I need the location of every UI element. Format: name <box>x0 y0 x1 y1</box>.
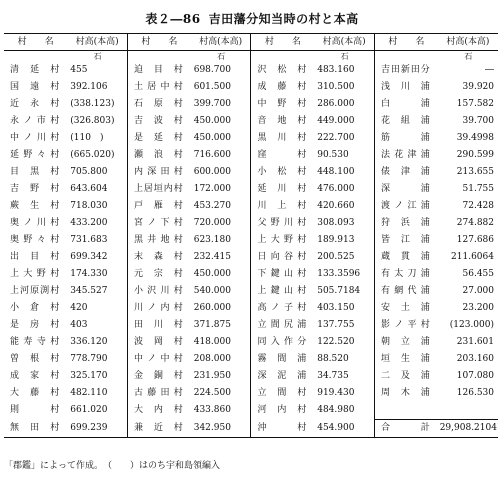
village-name: 元宗村 <box>127 266 190 283</box>
village-yield: 203.160 <box>456 354 494 364</box>
village-name: 窪村 <box>251 147 314 164</box>
village-name: 能寿寺村 <box>10 337 60 347</box>
village-yield: 418.000 <box>193 337 231 347</box>
village-name: 黒井地村 <box>127 232 190 249</box>
village-name: 川上村 <box>251 198 314 215</box>
village-yield: 174.330 <box>70 269 108 279</box>
village-yield: 449.000 <box>317 116 355 126</box>
village-yield: 454.900 <box>317 422 355 433</box>
village-yield: (665.020) <box>70 150 115 160</box>
village-yield: 39.4998 <box>456 133 494 143</box>
village-name: 石原村 <box>127 96 190 113</box>
header-name: 村 名 <box>251 34 314 51</box>
village-yield: 778.790 <box>70 354 108 364</box>
village-yield: 325.170 <box>70 371 108 381</box>
village-yield: 308.093 <box>317 218 355 228</box>
village-yield: 392.106 <box>70 82 108 92</box>
header-name: 村 名 <box>374 34 437 51</box>
village-name: 出目村 <box>10 252 60 262</box>
village-yield: 661.020 <box>70 405 108 416</box>
village-yield: 403.150 <box>317 303 355 313</box>
village-name: 同入作分 <box>251 334 314 351</box>
village-name: 二及浦 <box>374 368 437 385</box>
table-row <box>4 96 498 113</box>
table-row <box>4 368 498 385</box>
unit-label: 石 <box>464 52 473 61</box>
village-name: 吉田新田分 <box>374 62 437 79</box>
village-name: 河内村 <box>251 402 314 420</box>
village-name: 迫目村 <box>127 62 190 79</box>
village-name: 上河原渕村 <box>10 286 60 296</box>
village-name: 筋浦 <box>374 130 437 147</box>
table-row <box>4 215 498 232</box>
village-yield: 39.700 <box>462 116 494 126</box>
village-name: 垣生浦 <box>374 351 437 368</box>
village-name: 俵津浦 <box>374 164 437 181</box>
village-yield: (338.123) <box>70 99 115 109</box>
village-name: 近永村 <box>10 99 60 109</box>
village-name: 瀬浪村 <box>127 147 190 164</box>
village-yield: 420 <box>70 303 88 313</box>
village-yield: 88.520 <box>317 354 349 364</box>
village-yield-table <box>4 33 498 438</box>
table-row <box>4 113 498 130</box>
village-name: 無田村 <box>10 422 60 433</box>
village-name: 中野村 <box>251 96 314 113</box>
table-title <box>0 10 504 27</box>
village-yield: 213.655 <box>456 167 494 177</box>
village-name: 清延村 <box>10 65 60 75</box>
unit-row <box>4 51 498 63</box>
village-yield: 448.100 <box>317 167 355 177</box>
village-name: 成藤村 <box>251 79 314 96</box>
village-yield: 222.700 <box>317 133 355 143</box>
village-yield: 699.239 <box>70 422 108 433</box>
village-yield: 107.080 <box>456 371 494 381</box>
village-yield: 919.430 <box>317 388 355 398</box>
village-name: 小松村 <box>251 164 314 181</box>
village-name: 曽根村 <box>10 354 60 364</box>
village-yield: 290.599 <box>456 150 494 160</box>
village-yield: 433.860 <box>193 405 231 416</box>
village-yield: 731.683 <box>70 235 108 245</box>
header-name: 村 名 <box>127 34 190 51</box>
village-yield: 601.500 <box>193 82 231 92</box>
village-name: 花組浦 <box>374 113 437 130</box>
village-yield: 137.755 <box>317 320 355 330</box>
village-name: 大内村 <box>127 402 190 420</box>
village-name: 影ノ平村 <box>374 317 437 334</box>
village-name: 奥ノ川村 <box>10 218 60 228</box>
unit-label: 石 <box>217 52 226 61</box>
village-name: 日向谷村 <box>251 249 314 266</box>
village-name: 下鍵山村 <box>251 266 314 283</box>
village-name: 沢松村 <box>251 62 314 79</box>
village-yield: 336.120 <box>70 337 108 347</box>
village-yield: 90.530 <box>317 150 349 160</box>
table-row <box>4 232 498 249</box>
village-yield: 720.000 <box>193 218 231 228</box>
village-name: 成家村 <box>10 371 60 381</box>
village-name: 朝立浦 <box>374 334 437 351</box>
village-name: 田川村 <box>127 317 190 334</box>
village-name: 目黒村 <box>10 167 60 177</box>
village-name: 蔵貫浦 <box>374 249 437 266</box>
table-row <box>4 283 498 300</box>
village-name: 上大野村 <box>10 269 60 279</box>
village-yield: 200.525 <box>317 252 355 262</box>
village-yield: 157.582 <box>456 99 494 109</box>
village-name: 白浦 <box>374 96 437 113</box>
village-yield: 34.735 <box>317 371 349 381</box>
village-yield: 27.000 <box>462 286 494 296</box>
village-name: 則村 <box>10 405 60 416</box>
village-name: 兼近村 <box>127 420 190 438</box>
village-yield: 260.000 <box>193 303 231 313</box>
village-name: 上鍵山村 <box>251 283 314 300</box>
village-yield: 718.030 <box>70 201 108 211</box>
village-yield: 505.7184 <box>317 286 361 296</box>
total-label: 合 計 <box>374 420 437 438</box>
village-yield: 450.000 <box>193 133 231 143</box>
table-caption: 吉田藩分知当時の村と本高 <box>208 12 359 26</box>
table-row <box>4 62 498 79</box>
table-row <box>4 385 498 402</box>
village-yield: 420.660 <box>317 201 355 211</box>
village-name: 大藤村 <box>10 388 60 398</box>
table-row <box>4 249 498 266</box>
village-yield: 716.600 <box>193 150 231 160</box>
village-yield: 643.604 <box>70 184 108 194</box>
village-yield: 623.180 <box>193 235 231 245</box>
village-name: 父野川村 <box>251 215 314 232</box>
village-name: 末森村 <box>127 249 190 266</box>
village-name <box>374 402 437 420</box>
village-yield: 23.200 <box>462 303 494 313</box>
table-row <box>4 334 498 351</box>
village-name: 蕨生村 <box>10 201 60 211</box>
village-yield: 231.950 <box>193 371 231 381</box>
village-name: 周木浦 <box>374 385 437 402</box>
unit-label: 石 <box>340 52 349 61</box>
village-name: 奥野々村 <box>10 235 60 245</box>
village-yield: 484.980 <box>317 405 355 416</box>
village-yield: 540.000 <box>193 286 231 296</box>
village-yield: 482.110 <box>70 388 108 398</box>
village-name: 吉野村 <box>10 184 60 194</box>
village-name: 中ノ中村 <box>127 351 190 368</box>
village-yield: 232.415 <box>193 252 231 262</box>
village-name: 渡ノ江浦 <box>374 198 437 215</box>
table-number: 表２―86 <box>145 12 201 26</box>
village-name: 土居中村 <box>127 79 190 96</box>
table-row <box>4 198 498 215</box>
village-yield: 433.200 <box>70 218 108 228</box>
village-name: 浅川浦 <box>374 79 437 96</box>
village-name: 延川村 <box>251 181 314 198</box>
header-name: 村 名 <box>4 34 67 51</box>
table-row <box>4 266 498 283</box>
village-name: 立間村 <box>251 385 314 402</box>
village-yield: 208.000 <box>193 354 231 364</box>
village-name: 沖村 <box>251 420 314 438</box>
header-value: 村高(本高) <box>438 34 498 51</box>
village-yield: 310.500 <box>317 82 355 92</box>
unit-spacer <box>374 51 437 63</box>
village-name: 小沢川村 <box>127 283 190 300</box>
village-yield: 371.875 <box>193 320 231 330</box>
table-row <box>4 317 498 334</box>
village-name: 高ノ子村 <box>251 300 314 317</box>
village-name: 戸雁村 <box>127 198 190 215</box>
table-row <box>4 300 498 317</box>
footnote: 「郡鑑」によって作成。 （ ）はのち宇和島領編入 <box>4 461 221 471</box>
village-yield: 455 <box>70 65 88 75</box>
village-yield: 450.000 <box>193 269 231 279</box>
village-name: 川ノ内村 <box>127 300 190 317</box>
village-yield <box>438 402 498 420</box>
village-yield: 231.601 <box>456 337 494 347</box>
village-yield: 403 <box>70 320 88 330</box>
total-value: 29,908.2104 <box>438 420 498 438</box>
village-name: 国遠村 <box>10 82 60 92</box>
village-yield: 600.000 <box>193 167 231 177</box>
village-name: 有太刀浦 <box>374 266 437 283</box>
village-name: 霧間浦 <box>251 351 314 368</box>
village-name: 永ノ市村 <box>10 116 60 126</box>
village-yield: 72.428 <box>462 201 494 211</box>
table-row <box>4 79 498 96</box>
unit-spacer <box>251 51 314 63</box>
unit-spacer <box>4 51 67 63</box>
table-row <box>4 351 498 368</box>
village-name: 波岡村 <box>127 334 190 351</box>
village-yield: 286.000 <box>317 99 355 109</box>
village-name: 是延村 <box>127 130 190 147</box>
village-yield: 483.160 <box>317 65 355 75</box>
village-name: 安土浦 <box>374 300 437 317</box>
village-yield: 51.755 <box>462 184 494 194</box>
village-yield: 56.455 <box>462 269 494 279</box>
village-yield: 342.950 <box>193 422 231 433</box>
village-name: 吉波村 <box>127 113 190 130</box>
unit-label: 石 <box>93 52 102 61</box>
village-name: 狩浜浦 <box>374 215 437 232</box>
village-yield: 476.000 <box>317 184 355 194</box>
village-name: 有網代浦 <box>374 283 437 300</box>
village-yield: (123.000) <box>449 320 494 330</box>
village-yield: 453.270 <box>193 201 231 211</box>
village-name: 宮ノ下村 <box>127 215 190 232</box>
village-yield: 211.6064 <box>451 252 494 262</box>
village-name: 深浦 <box>374 181 437 198</box>
village-yield: (326.803) <box>70 116 115 126</box>
unit-spacer <box>127 51 190 63</box>
village-name: 内深田村 <box>127 164 190 181</box>
header-value: 村高(本高) <box>67 34 127 51</box>
table-row <box>4 402 498 420</box>
village-yield: 698.700 <box>193 65 231 75</box>
header-row <box>4 34 498 51</box>
village-yield: 705.800 <box>70 167 108 177</box>
village-yield: 274.882 <box>456 218 494 228</box>
village-yield: 399.700 <box>193 99 231 109</box>
village-yield: 127.686 <box>456 235 494 245</box>
village-yield: ― <box>485 65 494 75</box>
village-yield: 450.000 <box>193 116 231 126</box>
village-name: 古藤田村 <box>127 385 190 402</box>
village-yield: 189.913 <box>317 235 355 245</box>
table-row <box>4 164 498 181</box>
header-value: 村高(本高) <box>191 34 251 51</box>
village-yield: 345.527 <box>70 286 108 296</box>
village-name: 深泥浦 <box>251 368 314 385</box>
village-yield: 133.3596 <box>317 269 361 279</box>
village-yield: 122.520 <box>317 337 355 347</box>
village-name: 小倉村 <box>10 303 60 313</box>
village-name: 法花津浦 <box>374 147 437 164</box>
village-name: 中ノ川村 <box>10 133 60 143</box>
village-yield: 39.920 <box>462 82 494 92</box>
village-yield: 126.530 <box>456 388 494 398</box>
village-name: 皆江浦 <box>374 232 437 249</box>
header-value: 村高(本高) <box>314 34 374 51</box>
table-row <box>4 181 498 198</box>
village-name: 金銅村 <box>127 368 190 385</box>
village-yield: 699.342 <box>70 252 108 262</box>
village-name: 延野々村 <box>10 150 60 160</box>
village-name: 上居垣内村 <box>127 181 190 198</box>
table-row-last <box>4 420 498 438</box>
village-yield: 224.500 <box>193 388 231 398</box>
village-name: 上大野村 <box>251 232 314 249</box>
village-name: 黒川村 <box>251 130 314 147</box>
table-row <box>4 147 498 164</box>
table-row <box>4 130 498 147</box>
village-yield: (110 ) <box>70 133 104 143</box>
village-name: 音地村 <box>251 113 314 130</box>
village-name: 是房村 <box>10 320 60 330</box>
village-name: 立間尻浦 <box>251 317 314 334</box>
village-yield: 172.000 <box>193 184 231 194</box>
